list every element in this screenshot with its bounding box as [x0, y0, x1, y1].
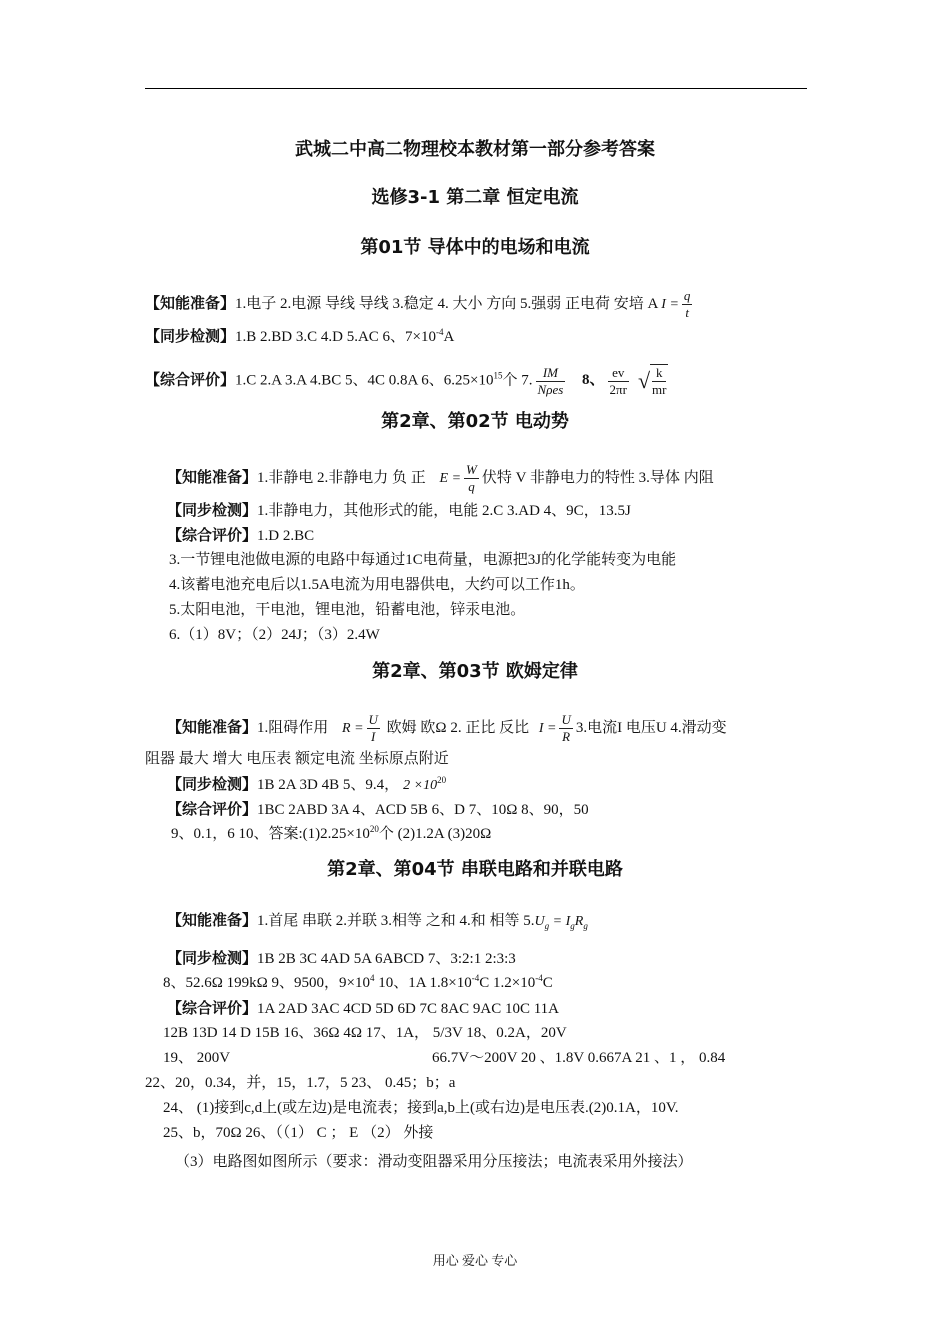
- s04-answer-12-18: 12B 13D 14 D 15B 16、36Ω 4Ω 17、1A， 5/3V 18、0.2A，20V: [163, 1025, 567, 1041]
- s04-zhishi-line: 【知能准备】1.首尾 串联 2.并联 3.相等 之和 4.和 相等 $5.U_g = I_gR_g$: [167, 911, 588, 931]
- label-zonghe: 【综合评价】: [145, 370, 236, 389]
- s01-eq-fraction: $\frac{q}{t}$: [683, 288, 691, 320]
- s04-equation: $U_g = I_gR_g$: [534, 914, 588, 931]
- s04-answer-8-10: 8、52.6Ω 199kΩ 9、9500，$9\times 10^4$ 10、1A $1.8\times 10^{-4}C$ $1.2\times 10^{-4}C$: [163, 973, 553, 991]
- section-01-heading: 第01节 导体中的电场和电流: [360, 237, 590, 258]
- s01-q8-label: 8、: [582, 372, 605, 389]
- s02-eq-fraction: $\frac{W}{q}$: [466, 462, 477, 494]
- s01-zhishi-line: [145, 288, 695, 321]
- s01-tongbu-line: 【同步检测】1.B 2.BD 3.C 4.D 5.AC 6、$7\times 10^{-4}A$: [145, 327, 455, 345]
- s03-eq1-fraction: $\frac{U}{I}$: [368, 712, 378, 744]
- section-04-heading: 第2章、第04节 串联电路和并联电路: [327, 859, 623, 880]
- s04-answer-22-23: 22、20，0.34，并，15，1.7，5 23、 0.45；b；a: [145, 1075, 456, 1091]
- s04-tongbu-line: 【同步检测】1B 2B 3C 4AD 5A 6ABCD 7、3:2:1 2:3:3: [167, 949, 516, 967]
- s04-zonghe-line: 【综合评价】1A 2AD 3AC 4CD 5D 6D 7C 8AC 9AC 10C 11A: [167, 999, 559, 1017]
- s04-answer-26-3: （3）电路图如图所示（要求：滑动变阻器采用分压接法；电流表采用外接法）: [175, 1154, 693, 1170]
- s01-eq-lhs: I =: [661, 296, 679, 312]
- module-heading: 选修3-1 第二章 恒定电流: [371, 187, 579, 208]
- header-rule: [145, 88, 807, 89]
- section-02-heading: 第2章、第02节 电动势: [381, 411, 569, 432]
- s04-answer-25-26: 25、b，70Ω 26、（（1） C ； E （2） 外接: [163, 1125, 434, 1141]
- label-tongbu: 【同步检测】: [145, 327, 236, 345]
- s03-zonghe-line: 【综合评价】1BC 2ABD 3A 4、ACD 5B 6、D 7、10Ω 8、90，50: [167, 800, 589, 818]
- page-footer: 用心 爱心 专心: [432, 1253, 518, 1268]
- label-zhishi: 【知能准备】: [145, 293, 236, 312]
- s01-zhishi-text: 1.电子 2.电源 导线 导线 3.稳定 4. 大小 方向 5.强弱 正电荷 安培 A: [235, 295, 658, 312]
- s03-eq2-fraction: $\frac{U}{R}$: [561, 712, 571, 744]
- s03-zhishi-line: 【知能准备】1.阻碍作用 R = $\frac{U}{I}$ 欧姆 欧Ω 2. 正比 反比 I = $\frac{U}{R}$ 3.电流I 电压U 4.滑动变: [167, 712, 727, 744]
- s04-answer-24: 24、 (1)接到c,d上(或左边)是电流表；接到a,b上(或右边)是电压表.(2)0.1A，10V.: [163, 1100, 679, 1116]
- s01-q8-radical: √ $\frac{k}{mr}$: [637, 365, 667, 397]
- section-03-heading: 第2章、第03节 欧姆定律: [372, 661, 578, 682]
- s02-zonghe-line: 【综合评价】1.D 2.BC: [167, 526, 315, 544]
- document-title: 武城二中高二物理校本教材第一部分参考答案: [295, 139, 655, 160]
- s02-zhishi-line: 【知能准备】1.非静电 2.非静电力 负 正 E = $\frac{W}{q}$ 伏特 V 非静电力的特性 3.导体 内阻: [167, 462, 714, 494]
- s01-q8-fraction: $\frac{ev}{2\pi r}$: [609, 364, 627, 397]
- s02-answer-4: 4.该蓄电池充电后以1.5A电流为用电器供电，大约可以工作1h。: [169, 577, 585, 593]
- s02-answer-6: 6.（1）8V；（2）24J；（3）2.4W: [169, 627, 380, 643]
- s01-q7-fraction: $\frac{IM}{\text{Nρes}}$: [537, 364, 564, 397]
- s02-answer-3: 3.一节锂电池做电源的电路中每通过1C电荷量，电源把3J的化学能转变为电能: [169, 552, 677, 568]
- s04-answer-19: 19、 200V: [163, 1050, 231, 1066]
- s02-tongbu-line: 【同步检测】1.非静电力，其他形式的能，电能 2.C 3.AD 4、9C，13.5J: [167, 501, 631, 519]
- s03-answer-9-10: 9、0.1，6 10、答案$:(1)2.25\times 10^{20}$个 (2)1.2A (3)20Ω: [171, 824, 492, 842]
- s01-zonghe-line: 【综合评价】1.C 2.A 3.A 4.BC 5、4C 0.8A 6、$6.25\times 10^{15}$个 7. $\frac{IM}{\text{Nρes}}$ 8、 $\frac{ev}{2\pi r}$ √ $\frac{k}{mr}$: [145, 364, 667, 397]
- s04-answer-19-21: 66.7V～200V 20 、1.8V 0.667A 21 、1 ， 0.84: [432, 1050, 726, 1066]
- s03-tongbu-line: 【同步检测】1B 2A 3D 4B 5、9.4， $2 \times 10^{20}$: [167, 775, 447, 793]
- s02-answer-5: 5.太阳电池，干电池，锂电池，铅蓄电池，锌汞电池。: [169, 602, 526, 618]
- s03-zhishi-continued: 阻器 最大 增大 电压表 额定电流 坐标原点附近: [145, 751, 449, 767]
